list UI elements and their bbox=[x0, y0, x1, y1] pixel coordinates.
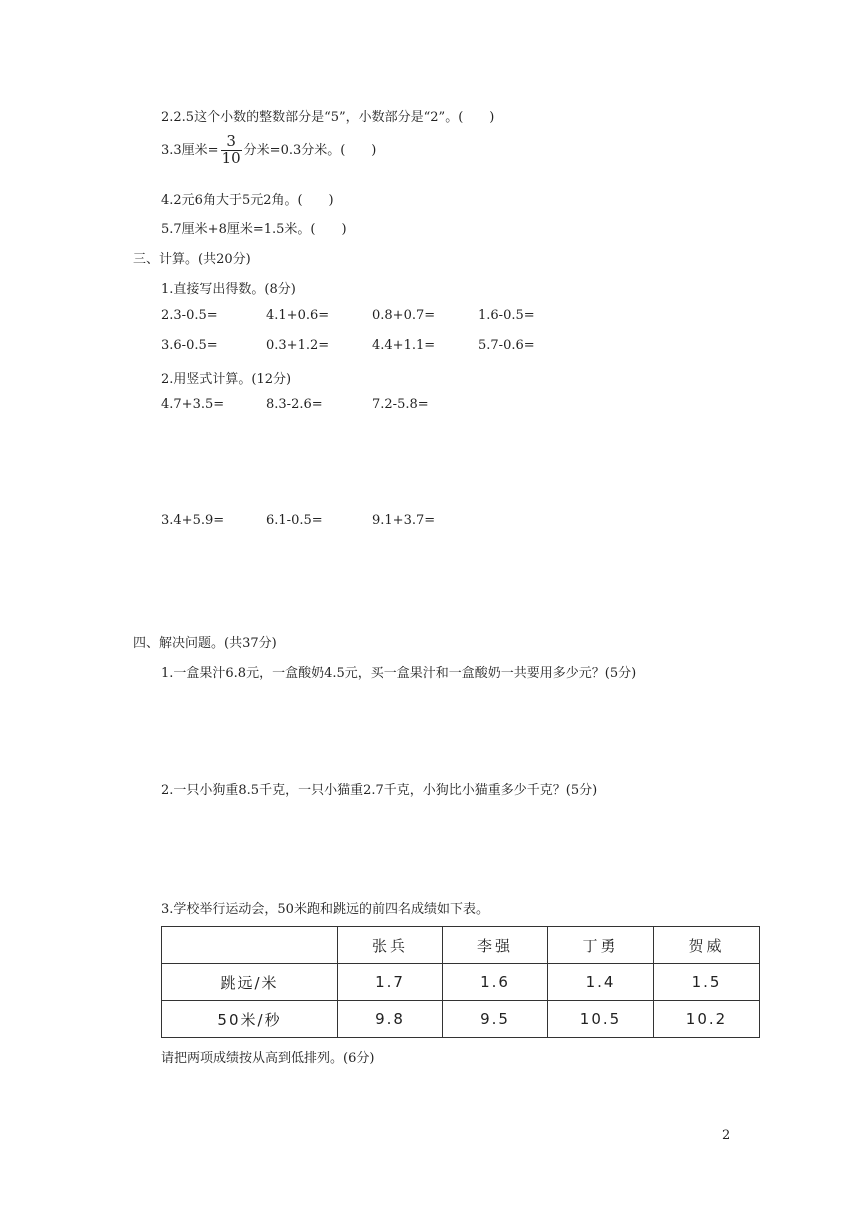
judge-item-3 bbox=[161, 134, 376, 167]
scores-table bbox=[161, 926, 760, 1038]
table-cell: 1.7 bbox=[338, 964, 443, 1001]
table-row-label: 跳远/米 bbox=[162, 964, 338, 1001]
problem-3: 3.学校举行运动会，50米跑和跳远的前四名成绩如下表。 bbox=[161, 902, 489, 917]
table-row bbox=[162, 1001, 760, 1038]
table-cell: 10.2 bbox=[654, 1001, 760, 1038]
mental-calc-item: 5.7-0.6= bbox=[478, 338, 535, 353]
table-header-cell: 李强 bbox=[443, 927, 548, 964]
table-cell: 9.5 bbox=[443, 1001, 548, 1038]
mental-calc-item: 1.6-0.5= bbox=[478, 308, 535, 323]
mental-calc-item: 4.4+1.1= bbox=[372, 338, 436, 353]
judge-item-3-prefix: 3.3厘米= bbox=[161, 142, 219, 158]
vertical-calc-item: 6.1-0.5= bbox=[266, 513, 323, 528]
vertical-calc-item: 7.2-5.8= bbox=[372, 397, 429, 412]
mental-calc-item: 3.6-0.5= bbox=[161, 338, 218, 353]
fraction bbox=[221, 134, 242, 167]
mental-calc-item: 2.3-0.5= bbox=[161, 308, 218, 323]
mental-calc-item: 0.3+1.2= bbox=[266, 338, 330, 353]
section-3-part2-heading: 2.用竖式计算。(12分) bbox=[161, 372, 292, 387]
mental-calc-item: 4.1+0.6= bbox=[266, 308, 330, 323]
table-header-row bbox=[162, 927, 760, 964]
section-3-part1-heading: 1.直接写出得数。(8分) bbox=[161, 282, 296, 297]
vertical-calc-item: 8.3-2.6= bbox=[266, 397, 323, 412]
table-corner-cell bbox=[162, 927, 338, 964]
table-cell: 1.4 bbox=[548, 964, 654, 1001]
table-cell: 9.8 bbox=[338, 1001, 443, 1038]
table-cell: 10.5 bbox=[548, 1001, 654, 1038]
section-4-heading: 四、解决问题。(共37分) bbox=[133, 636, 277, 651]
judge-item-5: 5.7厘米+8厘米=1.5米。( ) bbox=[161, 222, 347, 237]
judge-item-3-suffix: 分米=0.3分米。( ) bbox=[243, 142, 377, 158]
judge-item-2: 2.2.5这个小数的整数部分是“5”，小数部分是“2”。( ) bbox=[161, 110, 495, 125]
table-row bbox=[162, 964, 760, 1001]
page-number: 2 bbox=[722, 1128, 731, 1143]
fraction-denominator: 10 bbox=[221, 148, 241, 167]
table-row-label: 50米/秒 bbox=[162, 1001, 338, 1038]
problem-2: 2.一只小狗重8.5千克，一只小猫重2.7千克，小狗比小猫重多少千克？(5分) bbox=[161, 783, 598, 798]
table-header-cell: 贺威 bbox=[654, 927, 760, 964]
table-cell: 1.5 bbox=[654, 964, 760, 1001]
mental-calc-item: 0.8+0.7= bbox=[372, 308, 436, 323]
table-cell: 1.6 bbox=[443, 964, 548, 1001]
table-header-cell: 张兵 bbox=[338, 927, 443, 964]
judge-item-4: 4.2元6角大于5元2角。( ) bbox=[161, 193, 334, 208]
fraction-numerator: 3 bbox=[221, 134, 242, 151]
problem-1: 1.一盒果汁6.8元，一盒酸奶4.5元，买一盒果汁和一盒酸奶一共要用多少元？(5分) bbox=[161, 666, 637, 681]
table-header-cell: 丁勇 bbox=[548, 927, 654, 964]
problem-3-instruction: 请把两项成绩按从高到低排列。(6分) bbox=[161, 1051, 375, 1066]
section-3-heading: 三、计算。(共20分) bbox=[133, 252, 251, 267]
vertical-calc-item: 9.1+3.7= bbox=[372, 513, 436, 528]
vertical-calc-item: 3.4+5.9= bbox=[161, 513, 225, 528]
vertical-calc-item: 4.7+3.5= bbox=[161, 397, 225, 412]
